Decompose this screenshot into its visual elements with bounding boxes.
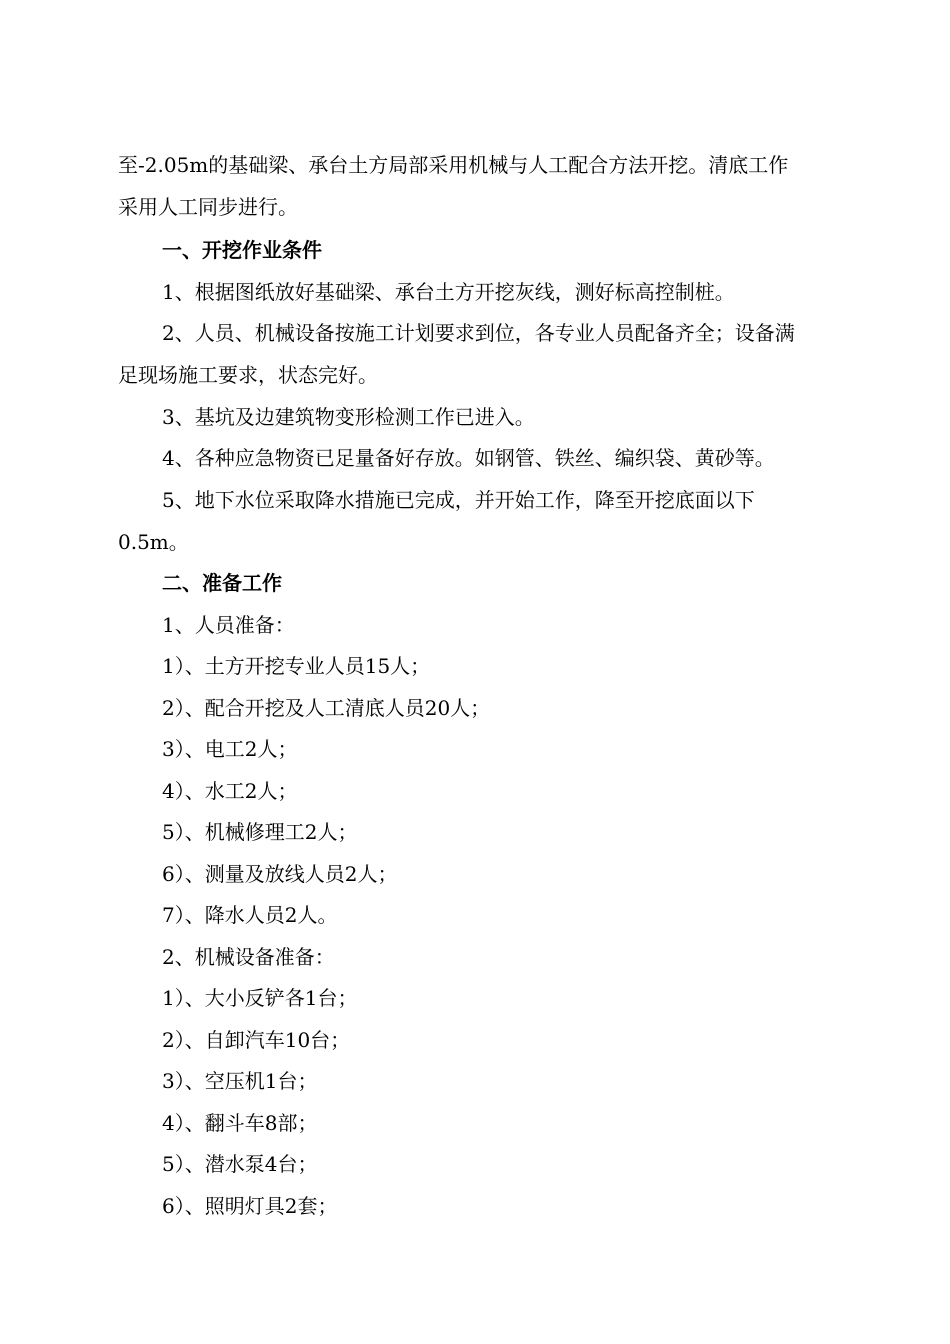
list-item: 6）、照明灯具2套； — [162, 1194, 338, 1218]
list-item: 4）、翻斗车8部； — [162, 1111, 318, 1135]
list-item: 2）、自卸汽车10台； — [162, 1028, 351, 1052]
list-item: 4）、水工2人； — [162, 779, 298, 803]
list-item: 2、人员、机械设备按施工计划要求到位，各专业人员配备齐全；设备满 — [162, 321, 795, 345]
list-item: 1）、土方开挖专业人员15人； — [162, 654, 431, 678]
section-heading: 二、准备工作 — [162, 571, 282, 595]
paragraph-line: 0.5m。 — [118, 530, 189, 554]
list-item: 5）、机械修理工2人； — [162, 820, 358, 844]
list-item: 2）、配合开挖及人工清底人员20人； — [162, 696, 491, 720]
list-item: 1）、大小反铲各1台； — [162, 986, 358, 1010]
list-item: 6）、测量及放线人员2人； — [162, 862, 398, 886]
list-item: 2、机械设备准备： — [162, 945, 335, 969]
list-item: 3）、电工2人； — [162, 737, 298, 761]
list-item: 1、根据图纸放好基础梁、承台土方开挖灰线，测好标高控制桩。 — [162, 280, 735, 304]
list-item: 1、人员准备： — [162, 613, 295, 637]
section-heading: 一、开挖作业条件 — [162, 238, 322, 262]
list-item: 5、地下水位采取降水措施已完成，并开始工作，降至开挖底面以下 — [162, 488, 755, 512]
list-item: 4、各种应急物资已足量备好存放。如钢管、铁丝、编织袋、黄砂等。 — [162, 446, 775, 470]
paragraph-line: 采用人工同步进行。 — [118, 195, 298, 219]
paragraph-line: 至-2.05m的基础梁、承台土方局部采用机械与人工配合方法开挖。清底工作 — [118, 153, 789, 177]
paragraph-line: 足现场施工要求，状态完好。 — [118, 363, 378, 387]
list-item: 3）、空压机1台； — [162, 1069, 318, 1093]
list-item: 7）、降水人员2人。 — [162, 903, 338, 927]
list-item: 5）、潜水泵4台； — [162, 1152, 318, 1176]
list-item: 3、基坑及边建筑物变形检测工作已进入。 — [162, 405, 535, 429]
